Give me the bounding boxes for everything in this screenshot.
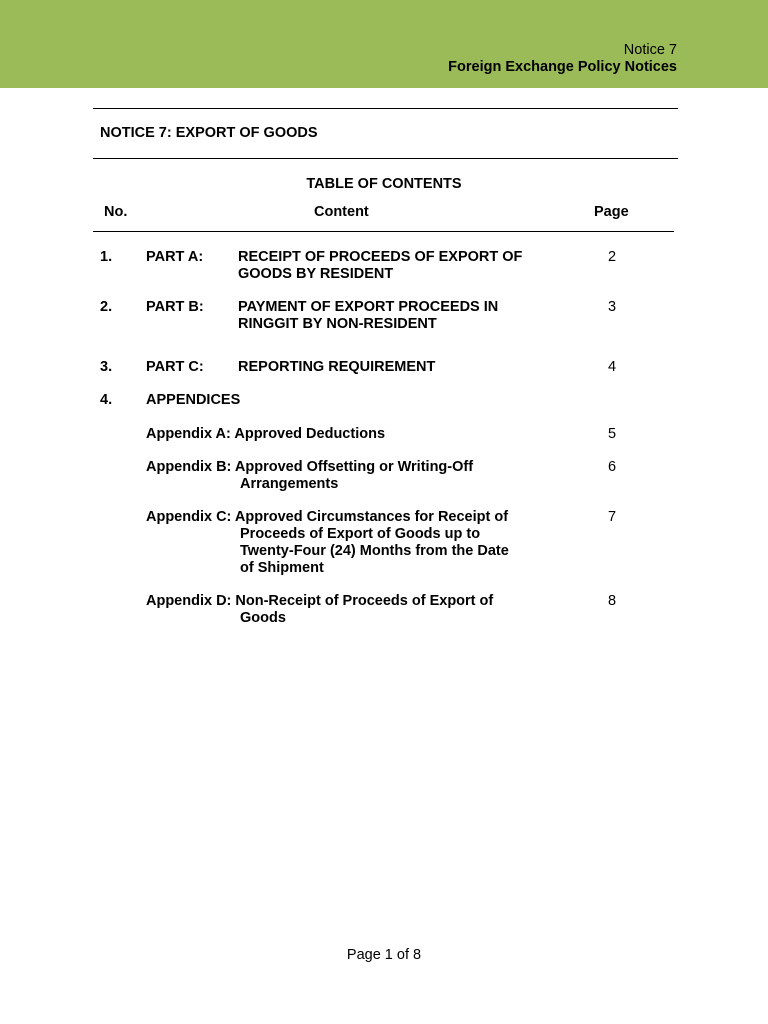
appendix-label: Appendix D:: [146, 593, 232, 609]
title-bottom-rule: [93, 158, 678, 159]
part-label: PART C:: [146, 359, 204, 375]
appendix-title-line: Approved Deductions: [234, 426, 386, 442]
col-header-no: No.: [104, 204, 128, 220]
page-number: 7: [607, 509, 617, 525]
header-series: Foreign Exchange Policy Notices: [448, 59, 677, 75]
part-label: PART A:: [146, 249, 204, 265]
appendix-title-line: Non-Receipt of Proceeds of Export of: [235, 593, 494, 609]
entry-title[interactable]: [238, 249, 522, 283]
appendix-entry[interactable]: [146, 459, 473, 493]
col-header-content: Content: [314, 204, 369, 220]
entry-title-line: GOODS BY RESIDENT: [238, 266, 394, 282]
page-number: 6: [607, 459, 617, 475]
entry-number: 3.: [100, 359, 113, 375]
appendix-entry[interactable]: [146, 426, 385, 443]
page-number: 8: [607, 593, 617, 609]
entry-number: 2.: [100, 299, 113, 315]
header-band: [0, 0, 768, 88]
page-number: 2: [607, 249, 617, 265]
col-header-page: Page: [594, 204, 629, 220]
appendix-title-line: Approved Circumstances for Receipt of: [234, 509, 509, 525]
appendix-title-line: Twenty-Four (24) Months from the Date: [240, 543, 509, 559]
part-label: PART B:: [146, 299, 204, 315]
entry-number: 1.: [100, 249, 113, 265]
appendix-title-line: Arrangements: [240, 476, 339, 492]
header-notice: Notice 7: [623, 42, 677, 58]
header-rule: [93, 231, 674, 232]
entry-title-line: RECEIPT OF PROCEEDS OF EXPORT OF: [238, 249, 523, 265]
appendix-entry[interactable]: [146, 593, 493, 627]
entry-title-line: RINGGIT BY NON-RESIDENT: [238, 316, 437, 332]
page-number: 3: [607, 299, 617, 315]
appendix-label: Appendix B:: [146, 459, 232, 475]
appendix-label: Appendix A:: [146, 426, 231, 442]
entry-title-line: PAYMENT OF EXPORT PROCEEDS IN: [238, 299, 499, 315]
appendix-title-line: Goods: [240, 610, 286, 626]
document-title: NOTICE 7: EXPORT OF GOODS: [100, 125, 318, 141]
entry-title[interactable]: [238, 299, 498, 333]
appendix-title-line: Approved Offsetting or Writing-Off: [234, 459, 474, 475]
appendices-label: APPENDICES: [146, 392, 241, 408]
appendix-label: Appendix C:: [146, 509, 232, 525]
page-number: 4: [607, 359, 617, 375]
appendix-entry[interactable]: [146, 509, 509, 577]
entry-title[interactable]: [238, 359, 435, 376]
page-footer: Page 1 of 8: [346, 947, 422, 963]
appendix-title-line: Proceeds of Export of Goods up to: [240, 526, 481, 542]
entry-number: 4.: [100, 392, 113, 408]
page-number: 5: [607, 426, 617, 442]
title-top-rule: [93, 108, 678, 109]
entry-title-line: REPORTING REQUIREMENT: [238, 359, 436, 375]
appendix-title-line: of Shipment: [240, 560, 324, 576]
toc-heading: TABLE OF CONTENTS: [306, 176, 462, 192]
